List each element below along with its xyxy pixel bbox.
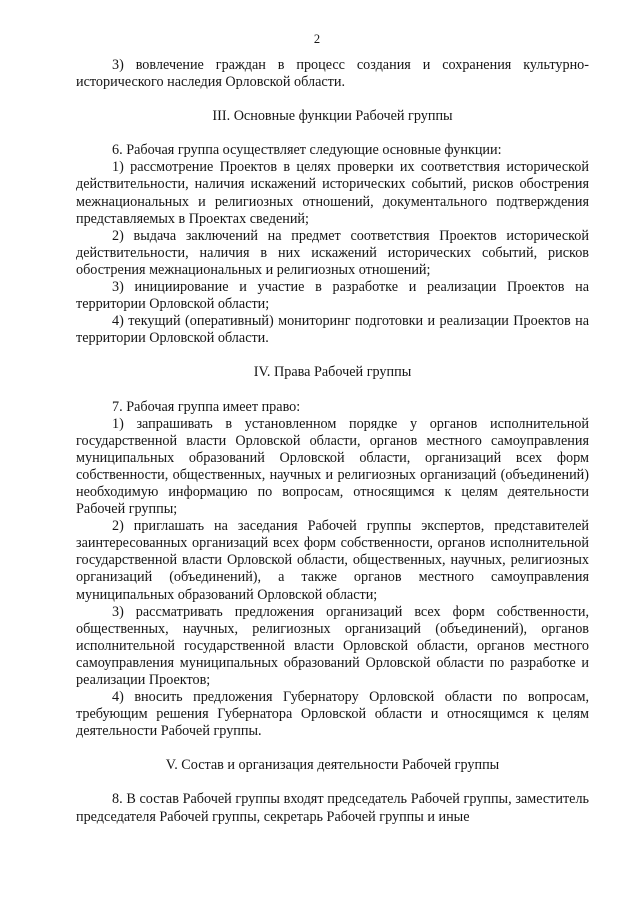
paragraph-8: 8. В состав Рабочей группы входят председатель Рабочей группы, заместитель председателя Рабочей группы, секретарь Рабочей группы и иные [76,791,589,825]
paragraph-6-item-3: 3) инициирование и участие в разработке и реализации Проектов на территории Орловской области; [76,279,589,313]
paragraph-3-citizen-involvement: 3) вовлечение граждан в процесс создания и сохранения культурно-исторического наследия Орловской области. [76,57,589,91]
section-heading-iv: IV. Права Рабочей группы [253,364,412,381]
paragraph-7-item-4: 4) вносить предложения Губернатору Орловской области по вопросам, требующим решения Губернатора Орловской области и относящимся к целям деятельности Рабочей группы. [76,689,589,740]
section-heading-iii: III. Основные функции Рабочей группы [212,108,453,125]
section-heading-v: V. Состав и организация деятельности Рабочей группы [165,757,500,774]
paragraph-7-item-2: 2) приглашать на заседания Рабочей группы экспертов, представителей заинтересованных организаций всех форм собственности, органов исполнительной государственной власти Орловской области, общественных, научных, религиозных организаций (объединений), а также органов местного самоуправления муниципальных образований Орловской области; [76,518,589,603]
paragraph-7-item-3: 3) рассматривать предложения организаций всех форм собственности, общественных, научных, религиозных организаций (объединений), органов исполнительной государственной власти Орловской области, органов местного самоуправления муниципальных образований Орловской области по разработке и реализации Проектов; [76,603,589,688]
paragraph-6: 6. Рабочая группа осуществляет следующие основные функции: [112,142,502,159]
paragraph-6-item-1: 1) рассмотрение Проектов в целях проверки их соответствия исторической действительности, наличия искажений исторических событий, рисков обострения межнациональных и религиозных отношений, документального подтверждения представляемых в Проектах сведений; [76,159,589,227]
page-number: 2 [313,32,321,46]
paragraph-7-item-1: 1) запрашивать в установленном порядке у органов исполнительной государственной власти Орловской области, органов местного самоуправления муниципальных образований Орловской области, организаций всех форм собственности, общественных, научных и религиозных организаций (объединений) необходимую информацию по вопросам, относящимся к целям деятельности Рабочей группы; [76,415,589,518]
paragraph-6-item-4: 4) текущий (оперативный) мониторинг подготовки и реализации Проектов на территории Орловской области. [76,313,589,347]
paragraph-7: 7. Рабочая группа имеет право: [112,398,301,415]
paragraph-6-item-2: 2) выдача заключений на предмет соответствия Проектов исторической действительности, наличия в них искажений исторических событий, рисков обострения межнациональных и религиозных отношений; [76,227,589,278]
document-body [76,57,589,826]
